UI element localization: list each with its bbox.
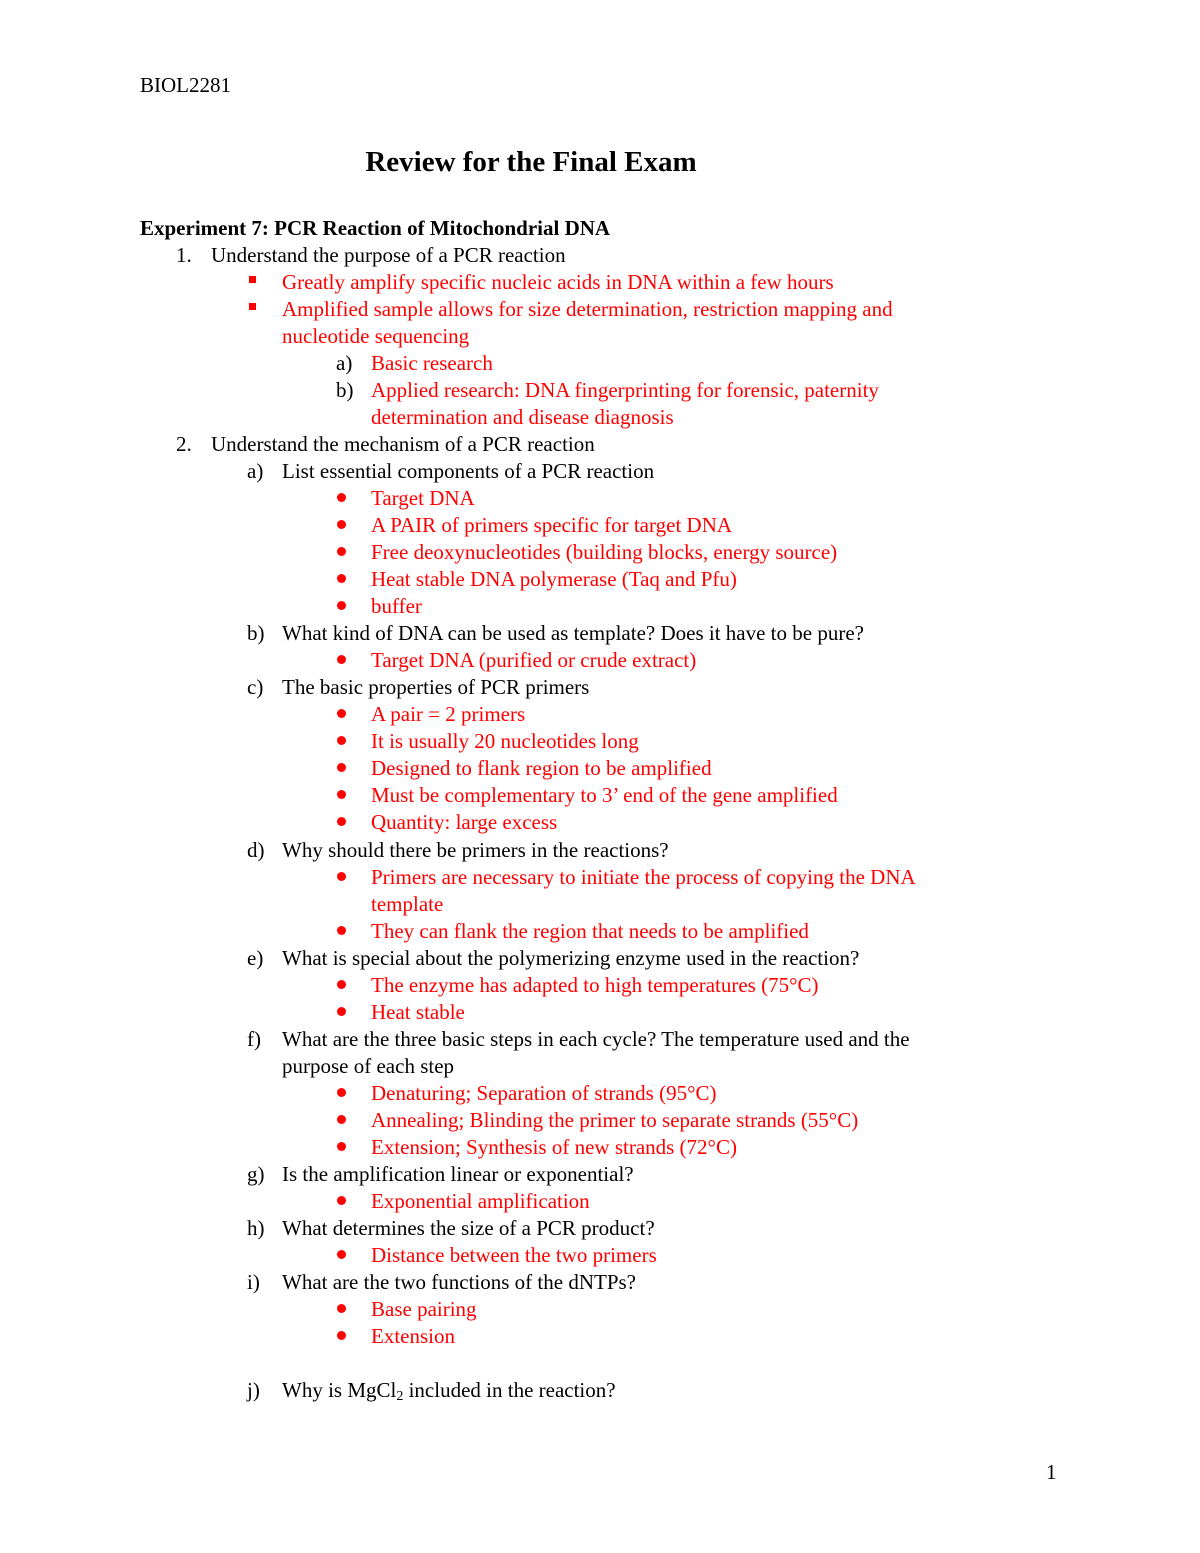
q2-sub-question: What kind of DNA can be used as template? Does it have to be pure? (282, 621, 864, 645)
page-number: 1 (1046, 1460, 1057, 1484)
section-heading: Experiment 7: PCR Reaction of Mitochondrial DNA (140, 216, 611, 240)
q1-bullet: Amplified sample allows for size determination, restriction mapping and (282, 297, 893, 321)
bullet-dot-icon (337, 872, 346, 881)
bullet-dot-icon (337, 655, 346, 664)
answer-item: Must be complementary to 3’ end of the gene amplified (371, 783, 838, 807)
q2-sub-label: g) (247, 1162, 265, 1186)
answer-item: Extension; Synthesis of new strands (72°C) (371, 1135, 737, 1159)
bullet-dot-icon (337, 1088, 346, 1097)
bullet-dot-icon (337, 1115, 346, 1124)
answer-item: Extension (371, 1324, 455, 1348)
answer-item-continuation: template (371, 892, 444, 916)
answer-item: It is usually 20 nucleotides long (371, 729, 639, 753)
q1-sub-label: a) (336, 351, 353, 375)
answer-item: A pair = 2 primers (371, 702, 526, 726)
answer-item: Distance between the two primers (371, 1243, 657, 1267)
answer-item: Quantity: large excess (371, 810, 558, 834)
q2-sub-question: What are the two functions of the dNTPs? (282, 1270, 636, 1294)
course-code: BIOL2281 (140, 73, 231, 97)
q1-sub-answer: Basic research (371, 351, 493, 375)
answer-item: Annealing; Blinding the primer to separate strands (55°C) (371, 1108, 859, 1132)
bullet-dot-icon (337, 709, 346, 718)
bullet-dot-icon (337, 601, 346, 610)
bullet-dot-icon (337, 926, 346, 935)
question-text: included in the reaction? (403, 1378, 616, 1402)
q2-sub-label: b) (247, 621, 265, 645)
q2-sub-label: d) (247, 838, 265, 862)
answer-item: Base pairing (371, 1297, 477, 1321)
bullet-dot-icon (337, 817, 346, 826)
q2-sub-label: j) (247, 1378, 260, 1402)
q1-text: Understand the purpose of a PCR reaction (211, 243, 566, 267)
q2-sub-question: List essential components of a PCR reaction (282, 459, 655, 483)
answer-item: Heat stable DNA polymerase (Taq and Pfu) (371, 567, 737, 591)
q2-sub-question-continuation: purpose of each step (282, 1054, 455, 1078)
subscript: 2 (396, 1389, 404, 1404)
page-title: Review for the Final Exam (365, 146, 697, 178)
q2-sub-question: Is the amplification linear or exponential? (282, 1162, 634, 1186)
bullet-dot-icon (337, 1250, 346, 1259)
q2-sub-label: c) (247, 675, 264, 699)
q1-sub-answer: Applied research: DNA fingerprinting for forensic, paternity (371, 378, 879, 402)
q1-sub-label: b) (336, 378, 354, 402)
q2-sub-label: i) (247, 1270, 260, 1294)
answer-item: Designed to flank region to be amplified (371, 756, 712, 780)
q2-number: 2. (176, 432, 192, 456)
q2-sub-label: h) (247, 1216, 265, 1240)
answer-item: Heat stable (371, 1000, 465, 1024)
answer-item: Target DNA (371, 486, 475, 510)
q2-sub-question: What determines the size of a PCR product? (282, 1216, 655, 1240)
q2-sub-label: f) (247, 1027, 261, 1051)
bullet-dot-icon (337, 1142, 346, 1151)
answer-item: Free deoxynucleotides (building blocks, energy source) (371, 540, 838, 564)
answer-item: They can flank the region that needs to be amplified (371, 919, 809, 943)
square-bullet-icon (249, 276, 256, 283)
q2-sub-question (282, 1377, 616, 1404)
q1-sub-answer-continuation: determination and disease diagnosis (371, 405, 674, 429)
q1-bullet: Greatly amplify specific nucleic acids in DNA within a few hours (282, 270, 834, 294)
answer-item: A PAIR of primers specific for target DNA (371, 513, 733, 537)
answer-item: Exponential amplification (371, 1189, 590, 1213)
q2-sub-label: e) (247, 946, 264, 970)
answer-item: The enzyme has adapted to high temperatures (75°C) (371, 973, 819, 997)
square-bullet-icon (249, 303, 256, 310)
answer-item: buffer (371, 594, 422, 618)
bullet-dot-icon (337, 574, 346, 583)
question-text: Why is MgCl (282, 1378, 397, 1402)
answer-item: Denaturing; Separation of strands (95°C) (371, 1081, 717, 1105)
bullet-dot-icon (337, 736, 346, 745)
q2-sub-question: What is special about the polymerizing enzyme used in the reaction? (282, 946, 860, 970)
q2-sub-question: Why should there be primers in the reactions? (282, 838, 669, 862)
q2-text: Understand the mechanism of a PCR reaction (211, 432, 595, 456)
bullet-dot-icon (337, 790, 346, 799)
bullet-dot-icon (337, 493, 346, 502)
bullet-dot-icon (337, 980, 346, 989)
bullet-dot-icon (337, 1196, 346, 1205)
bullet-dot-icon (337, 1007, 346, 1016)
bullet-dot-icon (337, 1331, 346, 1340)
q2-sub-label: a) (247, 459, 264, 483)
answer-item: Target DNA (purified or crude extract) (371, 648, 697, 672)
q2-sub-question: The basic properties of PCR primers (282, 675, 590, 699)
bullet-dot-icon (337, 763, 346, 772)
bullet-dot-icon (337, 520, 346, 529)
bullet-dot-icon (337, 547, 346, 556)
answer-item: Primers are necessary to initiate the process of copying the DNA (371, 865, 916, 889)
q1-bullet-continuation: nucleotide sequencing (282, 324, 470, 348)
q1-number: 1. (176, 243, 192, 267)
q2-sub-question: What are the three basic steps in each cycle? The temperature used and the (282, 1027, 910, 1051)
bullet-dot-icon (337, 1304, 346, 1313)
